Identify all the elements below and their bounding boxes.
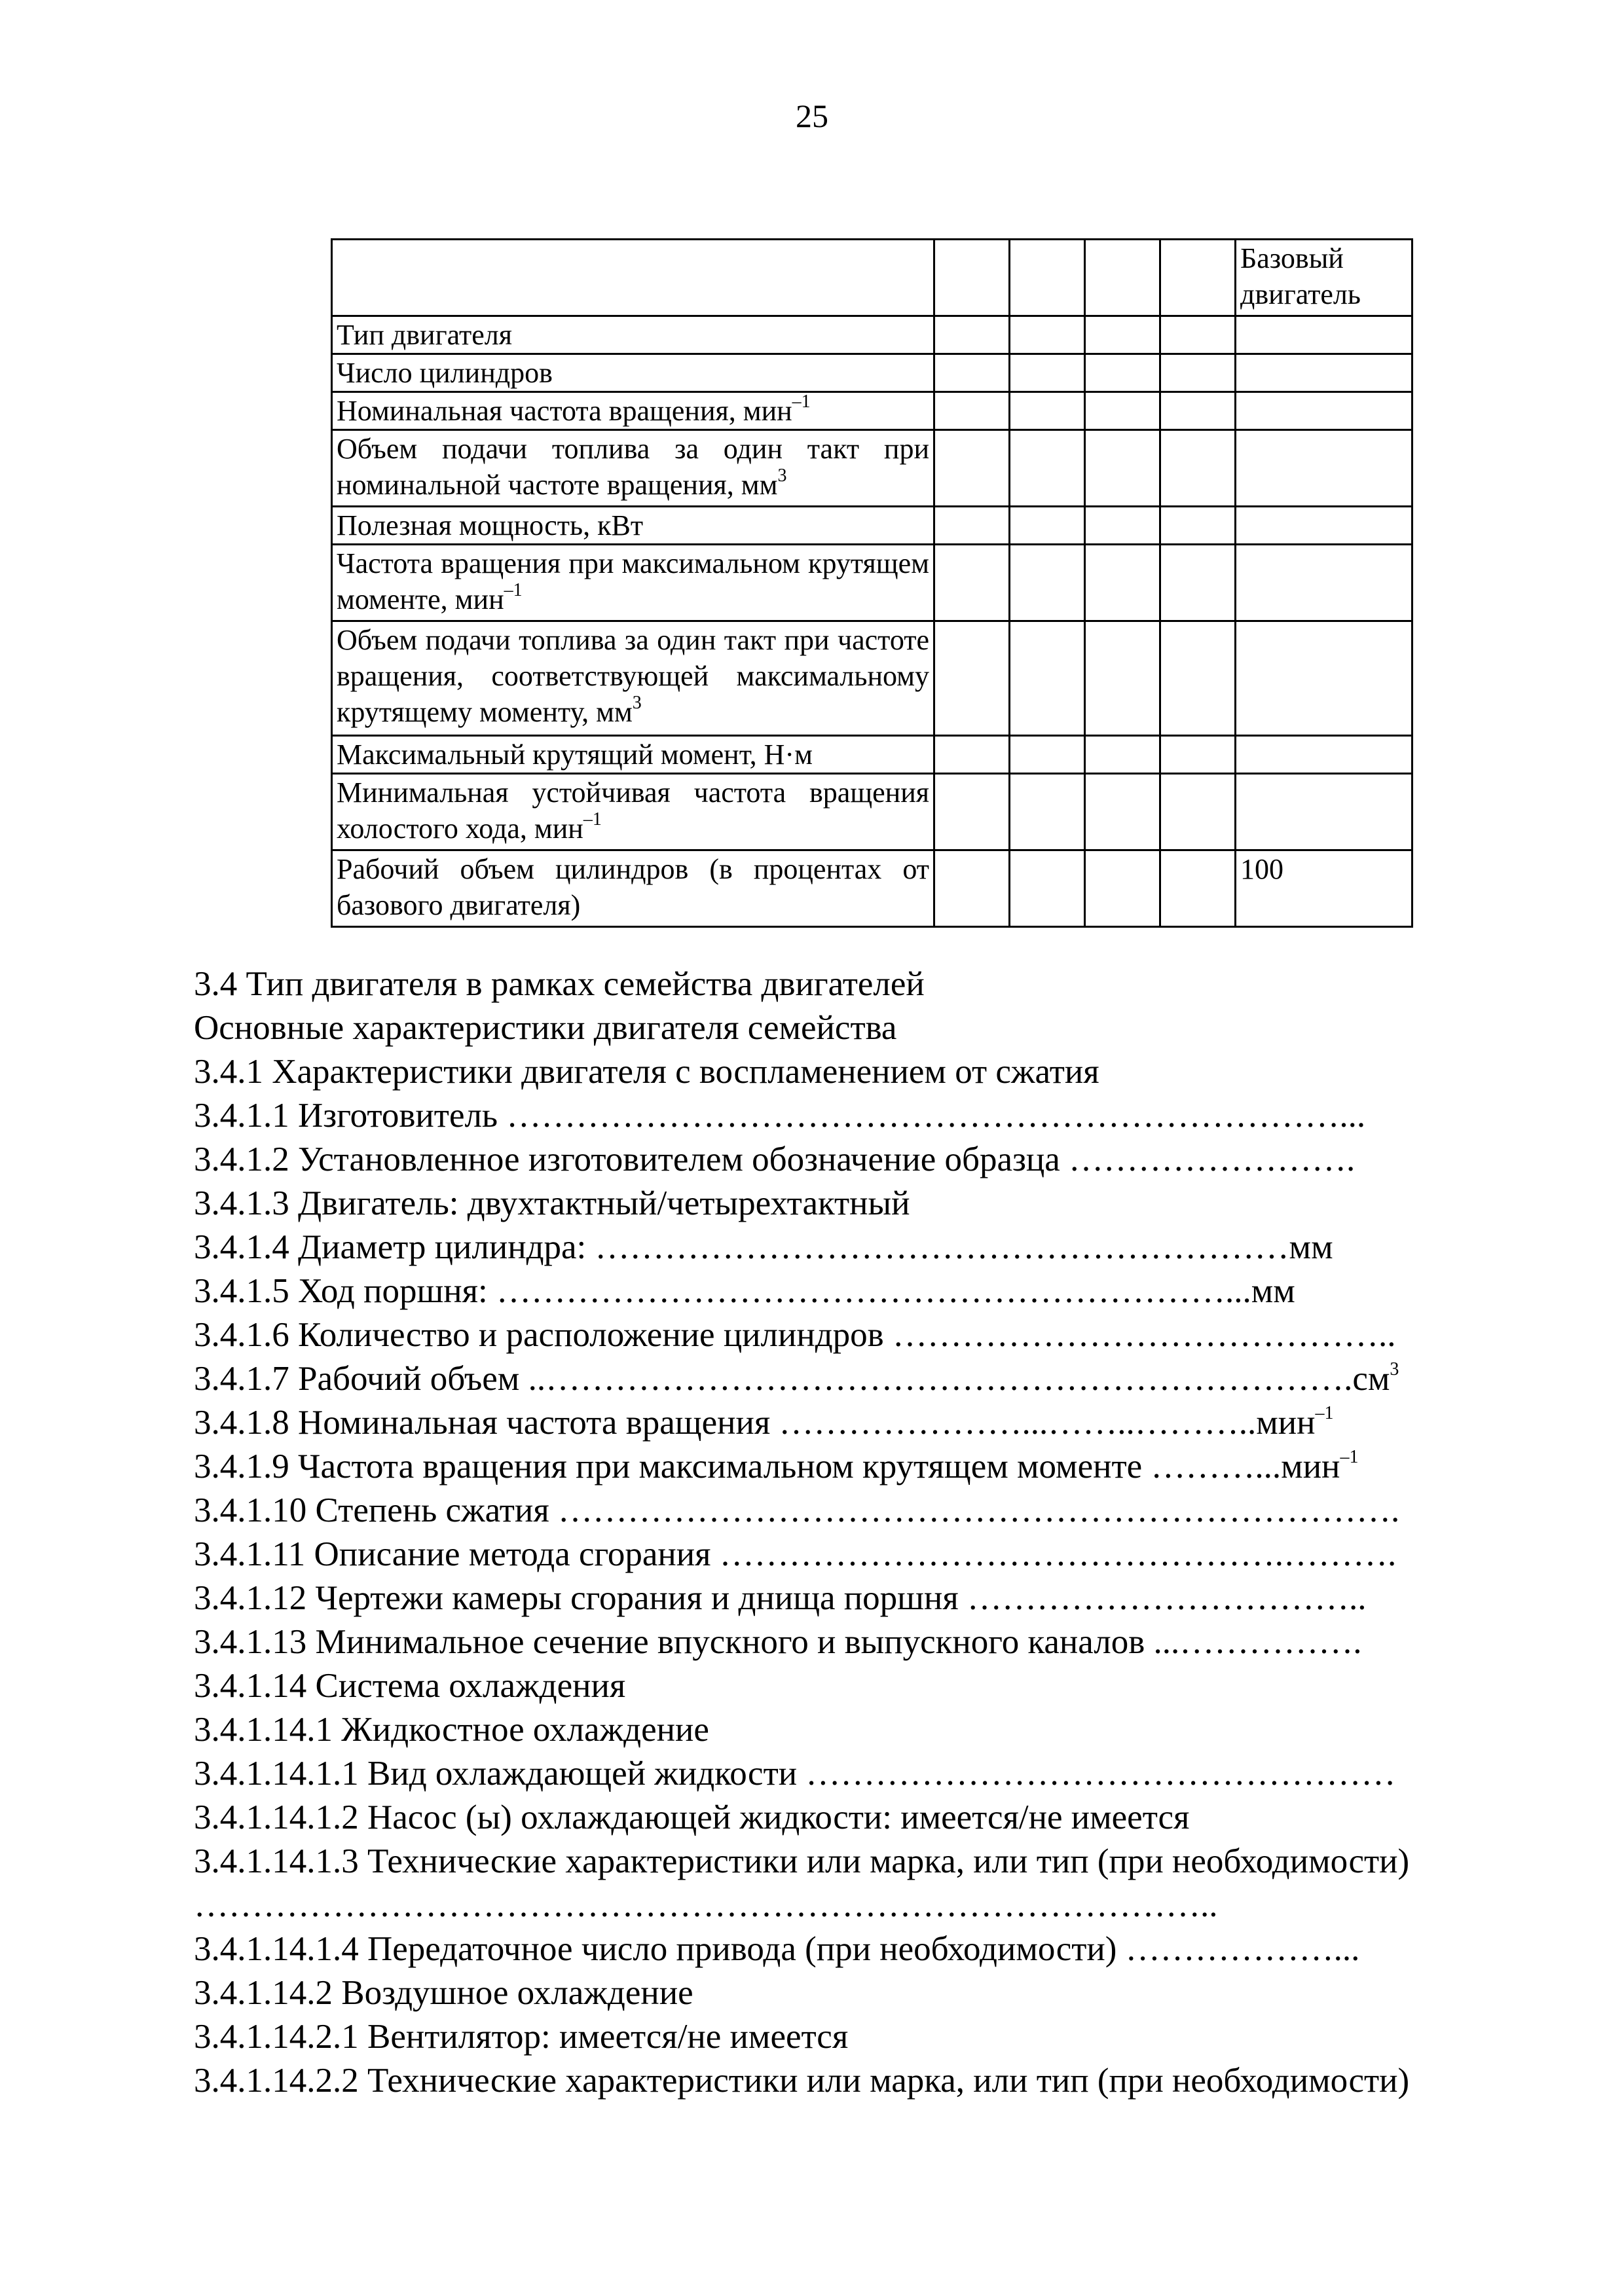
table-cell-base-engine (1236, 316, 1412, 354)
table-row-label (332, 316, 934, 354)
unit-superscript: –1 (504, 580, 523, 601)
table-cell (1160, 621, 1236, 736)
table-row-label (332, 354, 934, 392)
table-cell-base-engine: 100 (1236, 850, 1412, 927)
unit-superscript: –1 (1340, 1447, 1359, 1468)
characteristics-list (194, 962, 1543, 2103)
table-header-cell (934, 240, 1010, 316)
table-header-row (332, 240, 1412, 316)
table-cell (1010, 621, 1085, 736)
unit-superscript: 3 (1390, 1359, 1399, 1380)
table-row (332, 850, 1412, 927)
table-cell (1010, 392, 1085, 430)
table-row (332, 354, 1412, 392)
table-row-label (332, 850, 934, 927)
characteristic-text: 3.4.1.14.1.4 Передаточное число привода (при необходимости) ………………... (194, 1930, 1360, 1968)
characteristic-line (194, 1576, 1543, 1620)
characteristic-text: 3.4.1.1 Изготовитель ………………………………………………………………... (194, 1097, 1366, 1135)
characteristic-line (194, 1489, 1543, 1533)
table-row-label (332, 507, 934, 545)
characteristic-line (194, 1620, 1543, 1664)
characteristic-line (194, 1752, 1543, 1796)
characteristic-text: 3.4.1.14.2.1 Вентилятор: имеется/не имеется (194, 2018, 849, 2056)
characteristic-text: …………………………………………………………………………….. (194, 1886, 1218, 1924)
table-cell (1160, 545, 1236, 621)
table-header-base-engine: Базовый двигатель (1236, 240, 1412, 316)
characteristic-text: 3.4.1.8 Номинальная частота вращения …………………...……..………..мин (194, 1404, 1316, 1442)
table-cell (934, 316, 1010, 354)
characteristic-line (194, 1708, 1543, 1752)
table-row-label-text: Рабочий объем цилиндров (в процентах от базового двигателя) (337, 853, 929, 921)
table-cell-base-engine (1236, 545, 1412, 621)
characteristic-text: 3.4.1.6 Количество и расположение цилиндров …………………………………….. (194, 1316, 1396, 1354)
table-cell (1085, 774, 1160, 850)
unit-superscript: 3 (777, 465, 787, 486)
characteristic-text: 3.4 Тип двигателя в рамках семейства двигателей (194, 965, 925, 1003)
table-row-label (332, 392, 934, 430)
table-cell-base-engine (1236, 430, 1412, 507)
characteristic-text: 3.4.1.9 Частота вращения при максимальном крутящем моменте ………...мин (194, 1448, 1340, 1485)
table-cell (934, 774, 1010, 850)
table-cell (1010, 354, 1085, 392)
table-cell (1085, 430, 1160, 507)
table-cell (1085, 545, 1160, 621)
characteristic-text: 3.4.1.14.1.3 Технические характеристики или марка, или тип (при необходимости) (194, 1842, 1410, 1880)
table-cell (1010, 736, 1085, 774)
characteristic-text: 3.4.1.13 Минимальное сечение впускного и выпускного каналов ...……………. (194, 1623, 1362, 1661)
characteristic-line (194, 1006, 1543, 1050)
table-cell (1010, 507, 1085, 545)
table-cell (1085, 392, 1160, 430)
characteristic-text: 3.4.1.10 Степень сжатия ………………………………………………………………. (194, 1491, 1400, 1529)
characteristic-text: 3.4.1.7 Рабочий объем ..…………………………………………………………….см (194, 1360, 1390, 1398)
characteristic-line (194, 1138, 1543, 1182)
table-header-cell (1160, 240, 1236, 316)
table-cell-base-engine (1236, 621, 1412, 736)
table-row-label-text: Число цилиндров (337, 357, 553, 389)
characteristic-text: 3.4.1.14 Система охлаждения (194, 1667, 626, 1705)
table-cell (1010, 545, 1085, 621)
characteristic-text: 3.4.1.14.2.2 Технические характеристики или марка, или тип (при необходимости) (194, 2062, 1410, 2100)
characteristic-line (194, 1313, 1543, 1357)
characteristic-text: 3.4.1.14.1.1 Вид охлаждающей жидкости …………………………………………… (194, 1755, 1396, 1793)
table-row-label (332, 430, 934, 507)
table-cell (1085, 736, 1160, 774)
characteristic-text: 3.4.1.5 Ход поршня: ………………………………………………………...мм (194, 1272, 1295, 1310)
table-cell (1085, 316, 1160, 354)
table-cell (934, 621, 1010, 736)
table-cell-base-engine (1236, 392, 1412, 430)
table-cell (934, 430, 1010, 507)
table-cell (1010, 316, 1085, 354)
table-header-cell (332, 240, 934, 316)
characteristic-line (194, 1796, 1543, 1840)
characteristic-line (194, 1445, 1543, 1489)
characteristic-text: 3.4.1.2 Установленное изготовителем обозначение образца ……………………. (194, 1140, 1356, 1178)
characteristic-text: 3.4.1.11 Описание метода сгорания ………………………………………….………. (194, 1535, 1397, 1573)
table-cell (934, 507, 1010, 545)
table-row-label-text: Номинальная частота вращения, мин (337, 395, 792, 427)
characteristic-line (194, 1401, 1543, 1445)
table-cell (1085, 354, 1160, 392)
table-cell-base-engine (1236, 507, 1412, 545)
table-cell (934, 736, 1010, 774)
table-cell-base-engine (1236, 774, 1412, 850)
table-cell (1160, 507, 1236, 545)
characteristic-text: 3.4.1.14.2 Воздушное охлаждение (194, 1974, 693, 2012)
table-cell-base-engine (1236, 736, 1412, 774)
table-row-label (332, 545, 934, 621)
characteristic-line (194, 2015, 1543, 2059)
table-row-label-text: Объем подачи топлива за один такт при частоте вращения, соответствующей максимальному крутящему моменту, мм (337, 624, 929, 728)
characteristic-line (194, 2059, 1543, 2103)
table-row (332, 316, 1412, 354)
table-row-label-text: Объем подачи топлива за один такт при номинальной частоте вращения, мм (337, 433, 929, 501)
table-row (332, 545, 1412, 621)
table-row-label (332, 621, 934, 736)
characteristic-line (194, 1182, 1543, 1226)
characteristic-line (194, 1050, 1543, 1094)
characteristic-text: 3.4.1.14.1.2 Насос (ы) охлаждающей жидкости: имеется/не имеется (194, 1798, 1190, 1836)
unit-superscript: –1 (1315, 1403, 1334, 1424)
table-cell (1085, 850, 1160, 927)
unit-superscript: –1 (583, 809, 602, 830)
characteristic-line (194, 962, 1543, 1006)
table-cell (1160, 736, 1236, 774)
table-cell (1160, 354, 1236, 392)
characteristic-line (194, 1533, 1543, 1576)
table-cell (934, 850, 1010, 927)
table-cell (1085, 621, 1160, 736)
characteristic-line (194, 1664, 1543, 1708)
characteristic-line (194, 1094, 1543, 1138)
table-row (332, 621, 1412, 736)
table-cell (1010, 774, 1085, 850)
table-row (332, 507, 1412, 545)
table-cell (1160, 392, 1236, 430)
characteristic-line (194, 1840, 1543, 1884)
characteristic-line (194, 1884, 1543, 1927)
table-row (332, 774, 1412, 850)
table-row-label-text: Тип двигателя (337, 319, 512, 351)
table-cell (1010, 430, 1085, 507)
characteristic-text: Основные характеристики двигателя семейства (194, 1009, 897, 1047)
characteristic-line (194, 1226, 1543, 1269)
characteristic-text: 3.4.1.12 Чертежи камеры сгорания и днища поршня …………………………….. (194, 1579, 1367, 1617)
table-cell (1160, 316, 1236, 354)
engine-family-table (331, 238, 1413, 928)
characteristic-text: 3.4.1 Характеристики двигателя с воспламенением от сжатия (194, 1053, 1099, 1091)
table-cell (1160, 430, 1236, 507)
table-cell (1010, 850, 1085, 927)
unit-superscript: 3 (632, 693, 642, 714)
table-row (332, 430, 1412, 507)
table-row-label-text: Полезная мощность, кВт (337, 509, 644, 541)
characteristic-text: 3.4.1.14.1 Жидкостное охлаждение (194, 1711, 709, 1749)
table-row-label-text: Минимальная устойчивая частота вращения холостого хода, мин (337, 776, 929, 845)
table-cell (1160, 850, 1236, 927)
table-row-label (332, 774, 934, 850)
characteristic-line (194, 1971, 1543, 2015)
characteristic-text: 3.4.1.3 Двигатель: двухтактный/четырехтактный (194, 1184, 910, 1222)
table-row (332, 392, 1412, 430)
table-header-cell (1010, 240, 1085, 316)
table-cell (934, 392, 1010, 430)
table-row-label (332, 736, 934, 774)
table-cell (934, 354, 1010, 392)
table-row-label-text: Максимальный крутящий момент, Н·м (337, 738, 813, 771)
characteristic-line (194, 1357, 1543, 1401)
table-cell (1085, 507, 1160, 545)
characteristic-line (194, 1269, 1543, 1313)
table-cell (1160, 774, 1236, 850)
characteristic-line (194, 1927, 1543, 1971)
page-number: 25 (796, 98, 828, 134)
table-header-cell (1085, 240, 1160, 316)
characteristic-text: 3.4.1.4 Диаметр цилиндра: ……………………………………………………мм (194, 1228, 1333, 1266)
table-cell (934, 545, 1010, 621)
table-cell-base-engine (1236, 354, 1412, 392)
table-row (332, 736, 1412, 774)
unit-superscript: –1 (792, 392, 811, 412)
table-row-label-text: Частота вращения при максимальном крутящем моменте, мин (337, 547, 929, 615)
